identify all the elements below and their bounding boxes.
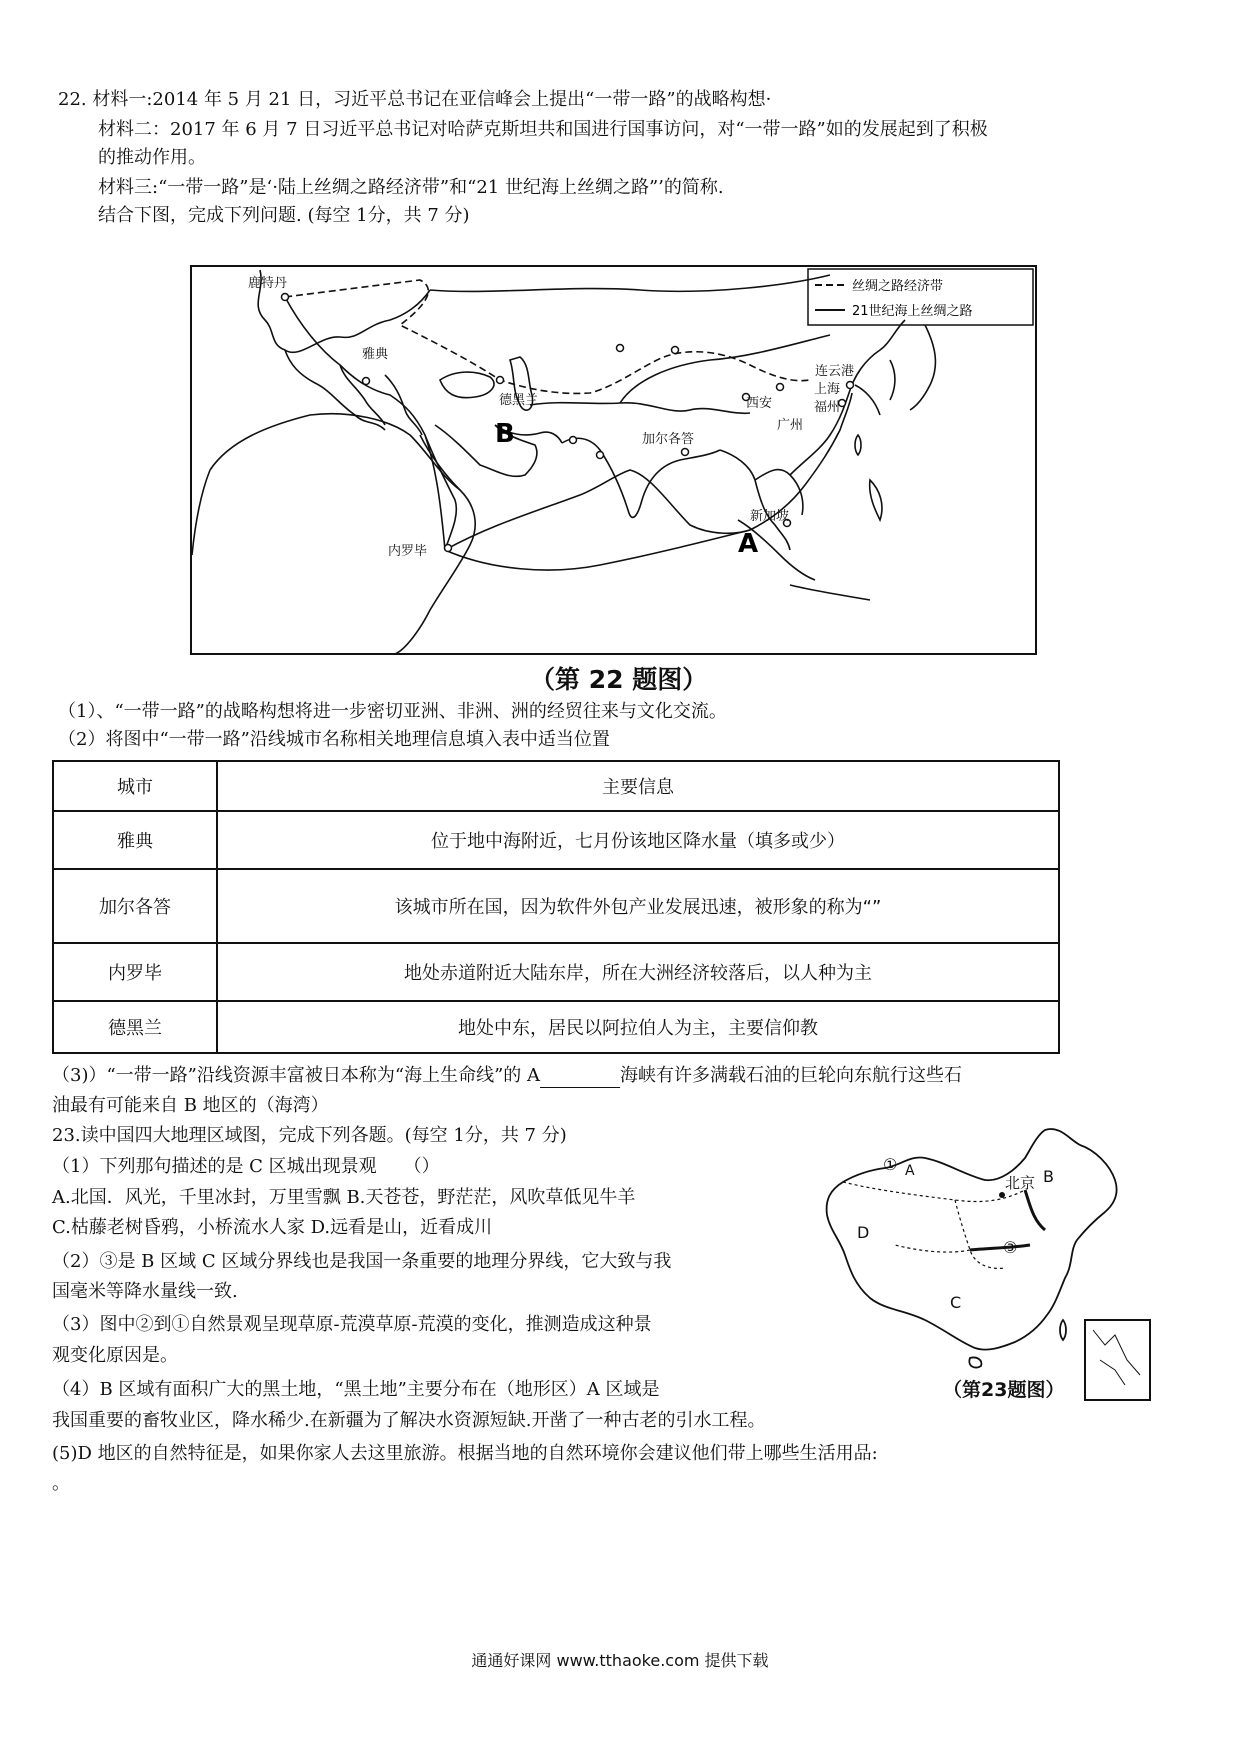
china-regions-map (815, 1120, 1160, 1410)
q22-part3-before: （3)）“一带一路”沿线资源丰富被日本称为“海上生命线”的 A (52, 1065, 541, 1086)
table-cell-city: 雅典 (53, 811, 217, 869)
q22-part3-line1 (52, 1064, 962, 1088)
q23-s5-end: 。 (52, 1473, 70, 1494)
table-cell-city: 加尔各答 (53, 869, 217, 943)
q22-material-3: 材料三:“一带一路”是‘·陆上丝绸之路经济带”和“21 世纪海上丝绸之路”’的简称. (98, 177, 724, 198)
q22-instruction: 结合下图，完成下列问题. (每空 1分，共 7 分) (98, 205, 470, 226)
map-label-1: ① (883, 1155, 898, 1174)
city-nairobi: 内罗毕 (388, 544, 428, 559)
table-cell-info: 位于地中海附近，七月份该地区降水量（填多或少） (217, 811, 1059, 869)
map-label-d: D (857, 1223, 870, 1242)
q23-s2-line1: （2）③是 B 区域 C 区域分界线也是我国一条重要的地理分界线，它大致与我 (52, 1251, 672, 1272)
city-tehran: 德黑兰 (499, 393, 539, 408)
strait-a-label: A (738, 529, 759, 559)
fig22-caption: （第 22 题图） (530, 665, 708, 694)
table-header-city: 城市 (53, 761, 217, 811)
map-label-b: B (1043, 1167, 1054, 1186)
table-cell-info: 地处中东，居民以阿拉伯人为主，主要信仰教 (217, 1001, 1059, 1053)
legend-land-label: 丝绸之路经济带 (852, 279, 944, 294)
table-header-info: 主要信息 (217, 761, 1059, 811)
q23-header: 23.读中国四大地理区域图，完成下列各题。(每空 1分，共 7 分) (52, 1125, 567, 1146)
city-lianyungang: 连云港 (815, 364, 855, 379)
q23-s4-line1: （4）B 区域有面积广大的黑土地，“黑土地”主要分布在（地形区）A 区域是 (52, 1379, 660, 1400)
q23-s5: (5)D 地区的自然特征是，如果你家人去这里旅游。根据当地的自然环境你会建议他们带上哪些生活用品: (52, 1443, 878, 1464)
belt-road-map (190, 265, 1037, 655)
q23-s3-line2: 观变化原因是。 (52, 1345, 178, 1366)
legend-sea-label: 21世纪海上丝绸之路 (852, 304, 973, 319)
q22-material-2a: 材料二：2017 年 6 月 7 日习近平总书记对哈萨克斯坦共和国进行国事访问，对“一带一路”如的发展起到了积极 (98, 119, 988, 140)
q23-s1-options-ab: A.北国．风光，千里冰封，万里雪飘 B.天苍苍，野茫茫，风吹草低见牛羊 (52, 1187, 636, 1208)
table-cell-info: 该城市所在国，因为软件外包产业发展迅速，被形象的称为“” (217, 869, 1059, 943)
page-footer: 通通好课网 www.tthaoke.com 提供下载 (471, 1651, 769, 1670)
city-xian: 西安 (746, 396, 773, 411)
table-cell-city: 内罗毕 (53, 943, 217, 1001)
table-header-row (53, 761, 1059, 811)
city-guangzhou: 广州 (777, 418, 804, 433)
fig23-caption: （第23题图） (943, 1379, 1065, 1401)
table-cell-info: 地处赤道附近大陆东岸，所在大洲经济较落后，以人种为主 (217, 943, 1059, 1001)
q23-s4-line2: 我国重要的畜牧业区，降水稀少.在新疆为了解决水资源短缺.开凿了一种古老的引水工程。 (52, 1410, 766, 1431)
city-rotterdam: 鹿特丹 (248, 276, 288, 291)
q22-part1: （1）、“一带一路”的战略构想将进一步密切亚洲、非洲、洲的经贸往来与文化交流。 (58, 701, 727, 722)
q23-s1-options-cd: C.枯藤老树昏鸦，小桥流水人家 D.远看是山，近看成川 (52, 1217, 493, 1238)
q23-s2-line2: 国毫米等降水量线一致. (52, 1281, 238, 1302)
city-athens: 雅典 (362, 347, 389, 362)
beijing-dot (999, 1192, 1005, 1198)
q22-material-2b: 的推动作用。 (98, 147, 206, 168)
map-label-c: C (950, 1293, 962, 1312)
region-b-label: B (495, 419, 515, 449)
q23-s3-line1: （3）图中②到①自然景观呈现草原-荒漠草原-荒漠的变化，推测造成这种景 (52, 1314, 652, 1335)
q22-header: 22. 材料一:2014 年 5 月 21 日，习近平总书记在亚信峰会上提出“一带一路”的战略构想· (58, 89, 772, 110)
city-info-table (52, 760, 1060, 1054)
table-row (53, 1001, 1059, 1053)
table-row (53, 869, 1059, 943)
map-label-a: A (905, 1163, 915, 1179)
table-row (53, 811, 1059, 869)
map-label-3: ③ (1003, 1238, 1018, 1257)
city-kolkata: 加尔各答 (642, 432, 695, 447)
city-shanghai: 上海 (814, 382, 841, 397)
q23-s1: （1）下列那句描述的是 C 区城出现景观 （） (52, 1156, 440, 1177)
table-cell-city: 德黑兰 (53, 1001, 217, 1053)
city-fuzhou: 福州 (814, 400, 841, 415)
q22-part2: （2）将图中“一带一路”沿线城市名称相关地理信息填入表中适当位置 (58, 729, 610, 750)
answer-blank[interactable] (540, 1069, 620, 1088)
q22-part3-after: 海峡有许多满载石油的巨轮向东航行这些石 (620, 1065, 963, 1086)
map-label-beijing: 北京 (1005, 1174, 1036, 1192)
city-singapore: 新加坡 (750, 509, 790, 524)
q22-part3-line2: 油最有可能来自 B 地区的（海湾） (52, 1095, 329, 1116)
table-row (53, 943, 1059, 1001)
